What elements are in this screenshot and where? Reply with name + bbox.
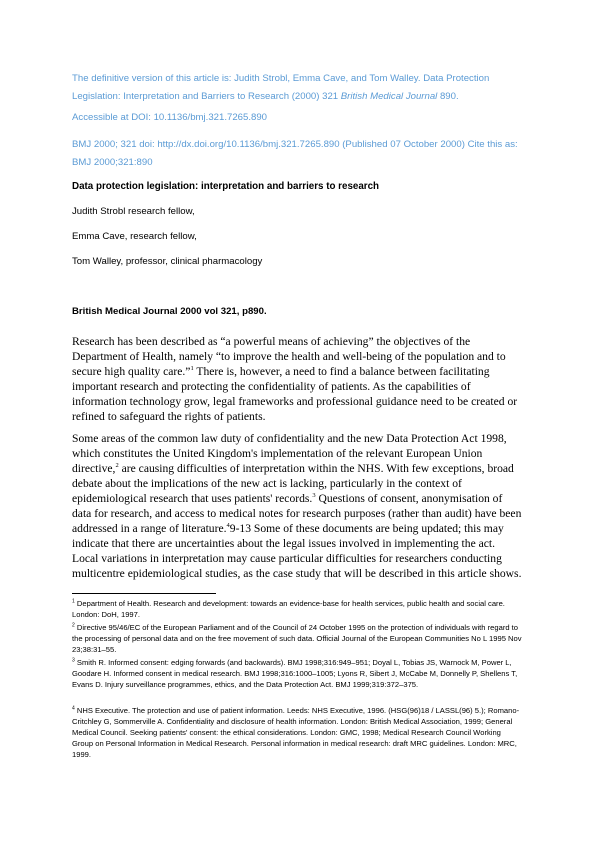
footnote-ref: 2	[115, 462, 119, 470]
definitive-version-note	[72, 70, 532, 105]
footnote-ref: 3	[312, 491, 316, 499]
footnote-ref: 1	[190, 365, 194, 373]
body-paragraph-2: Some areas of the common law duty of confidentiality and the new Data Protection Act 1998, which constitutes the United Kingdom's implementation of the relevant European Union directive,$^2$ are causing difficulties of interpretation within the NHS. With few exceptions, broad debate about the implications of the new act is lacking, particularly in the context of epidemiological research that uses patients' records.$^3$ Questions of consent, anonymisation of data for research, and access to medical notes for research purposes (rather than audit) have been addressed in a range of literature.$^4$9-13 Some of these documents are being updated; this may indicate that there are uncertainties about the legal issues involved in implementing the act. Local variations in interpretation may cause particular difficulties for researchers conducting multicentre epidemiological studies, as the case study that will be described in this article shows.	[72, 432, 522, 580]
author-1: Judith Strobl research fellow,	[72, 206, 195, 217]
definitive-version-journal: British Medical Journal	[340, 90, 438, 102]
footnote-4: $^4$ NHS Executive. The protection and use of patient information. Leeds: NHS Executive, 1996. (HSG(96)18 / LASSL(96) 5.); Romano-Critchley G, Sommerville A. Confidentiality and disclosure of health information. London: British Medical Association, 1999; General Medical Council. Seeking patients' consent: the ethical considerations. London: GMC, 1998; Medical Research Council Working Group on Personal Information in Medical Research. Personal information in medical research: draft MRC guidelines. London: MRC, 1999.	[72, 705, 520, 759]
doi-access-note: Accessible at DOI: 10.1136/bmj.321.7265.890	[72, 112, 268, 123]
body-paragraph-1: Research has been described as “a powerful means of achieving” the objectives of the Department of Health, namely “to improve the health and well-being of the population and to secure high quality care.”$^1$ There is, however, a need to find a balance between facilitating important research and protecting the confidentiality of patients. As the capabilities of information technology grow, legal frameworks and professional guidance need to be created or refined to safeguard the rights of patients.	[72, 335, 518, 423]
article-title: Data protection legislation: interpretation and barriers to research	[72, 181, 380, 192]
author-3: Tom Walley, professor, clinical pharmacology	[72, 256, 263, 267]
citation-note: BMJ 2000; 321 doi: http://dx.doi.org/10.1136/bmj.321.7265.890 (Published 07 October 2000) Cite this as: BMJ 2000;321:890	[72, 139, 518, 168]
footnote-divider	[72, 593, 216, 594]
author-2: Emma Cave, research fellow,	[72, 231, 197, 242]
journal-reference: British Medical Journal 2000 vol 321, p890.	[72, 306, 267, 317]
footnote-3: $^3$ Smith R. Informed consent: edging forwards (and backwards). BMJ 1998;316:949–951; Doyal L, Tobias JS, Warnock M, Power L, Goodare H. Informed consent in medical research. BMJ 1998;316:1000–1005; Lyons R, Sibert J, McCabe M, Donnelly P, Shellens T, Evans D. Injury surveillance programmes, ethics, and the Data Protection Act. BMJ 1999;319:372–375.	[72, 657, 518, 689]
definitive-version-suffix: 890.	[437, 90, 459, 102]
footnote-ref: 4	[226, 521, 230, 529]
footnote-1: $^1$ Department of Health. Research and development: towards an evidence-base for health services, public health and social care. London: DoH, 1997.	[72, 598, 505, 619]
definitive-version-text: The definitive version of this article is: Judith Strobl, Emma Cave, and Tom Walley. Data Protection Legislation: Interpretation and Barriers to Research (2000) 321	[72, 73, 490, 102]
footnote-2: $^2$ Directive 95/46/EC of the European Parliament and of the Council of 24 October 1995 on the protection of individuals with regard to the processing of personal data and on the free movement of such data. Official Journal of the European Communities No L 1995 Nov 23;38:31–55.	[72, 622, 522, 654]
